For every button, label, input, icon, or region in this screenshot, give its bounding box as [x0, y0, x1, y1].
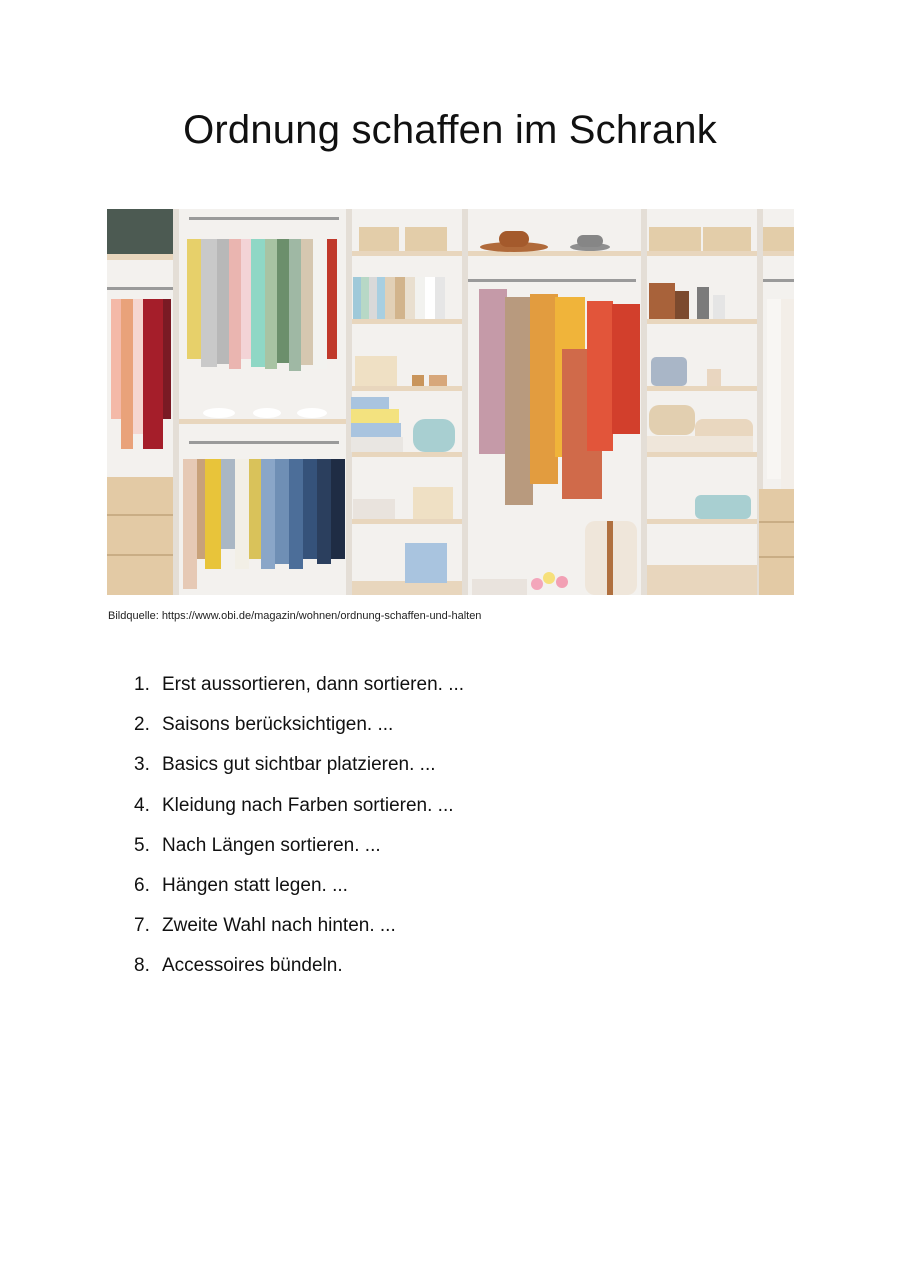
- list-item-text: Basics gut sichtbar platzieren. ...: [162, 754, 436, 776]
- list-item: [134, 871, 464, 911]
- list-item-text: Nach Längen sortieren. ...: [162, 834, 381, 856]
- image-source-caption: Bildquelle: https://www.obi.de/magazin/wohnen/ordnung-schaffen-und-halten: [108, 610, 482, 622]
- list-item-number: 2.: [134, 714, 150, 736]
- list-item: [134, 670, 464, 710]
- document-title: Ordnung schaffen im Schrank: [183, 108, 717, 152]
- list-item-number: 4.: [134, 794, 150, 816]
- list-item-text: Hängen statt legen. ...: [162, 874, 348, 896]
- list-item: [134, 951, 464, 991]
- wardrobe-photo: [107, 209, 794, 595]
- list-item: [134, 831, 464, 871]
- tips-list: [134, 670, 464, 992]
- list-item-text: Erst aussortieren, dann sortieren. ...: [162, 674, 465, 695]
- list-item-number: 7.: [134, 915, 150, 937]
- list-item-number: 5.: [134, 834, 150, 856]
- list-item-text: Accessoires bündeln.: [162, 955, 343, 977]
- list-item-text: Zweite Wahl nach hinten. ...: [162, 915, 396, 937]
- list-item-text: Saisons berücksichtigen. ...: [162, 714, 394, 736]
- list-item: [134, 791, 464, 831]
- list-item-number: 1.: [134, 674, 150, 695]
- list-item-number: 8.: [134, 955, 150, 977]
- list-item: [134, 911, 464, 951]
- list-item-number: 3.: [134, 754, 150, 776]
- list-item-text: Kleidung nach Farben sortieren. ...: [162, 794, 454, 816]
- list-item: [134, 710, 464, 750]
- list-item: [134, 750, 464, 790]
- list-item-number: 6.: [134, 874, 150, 896]
